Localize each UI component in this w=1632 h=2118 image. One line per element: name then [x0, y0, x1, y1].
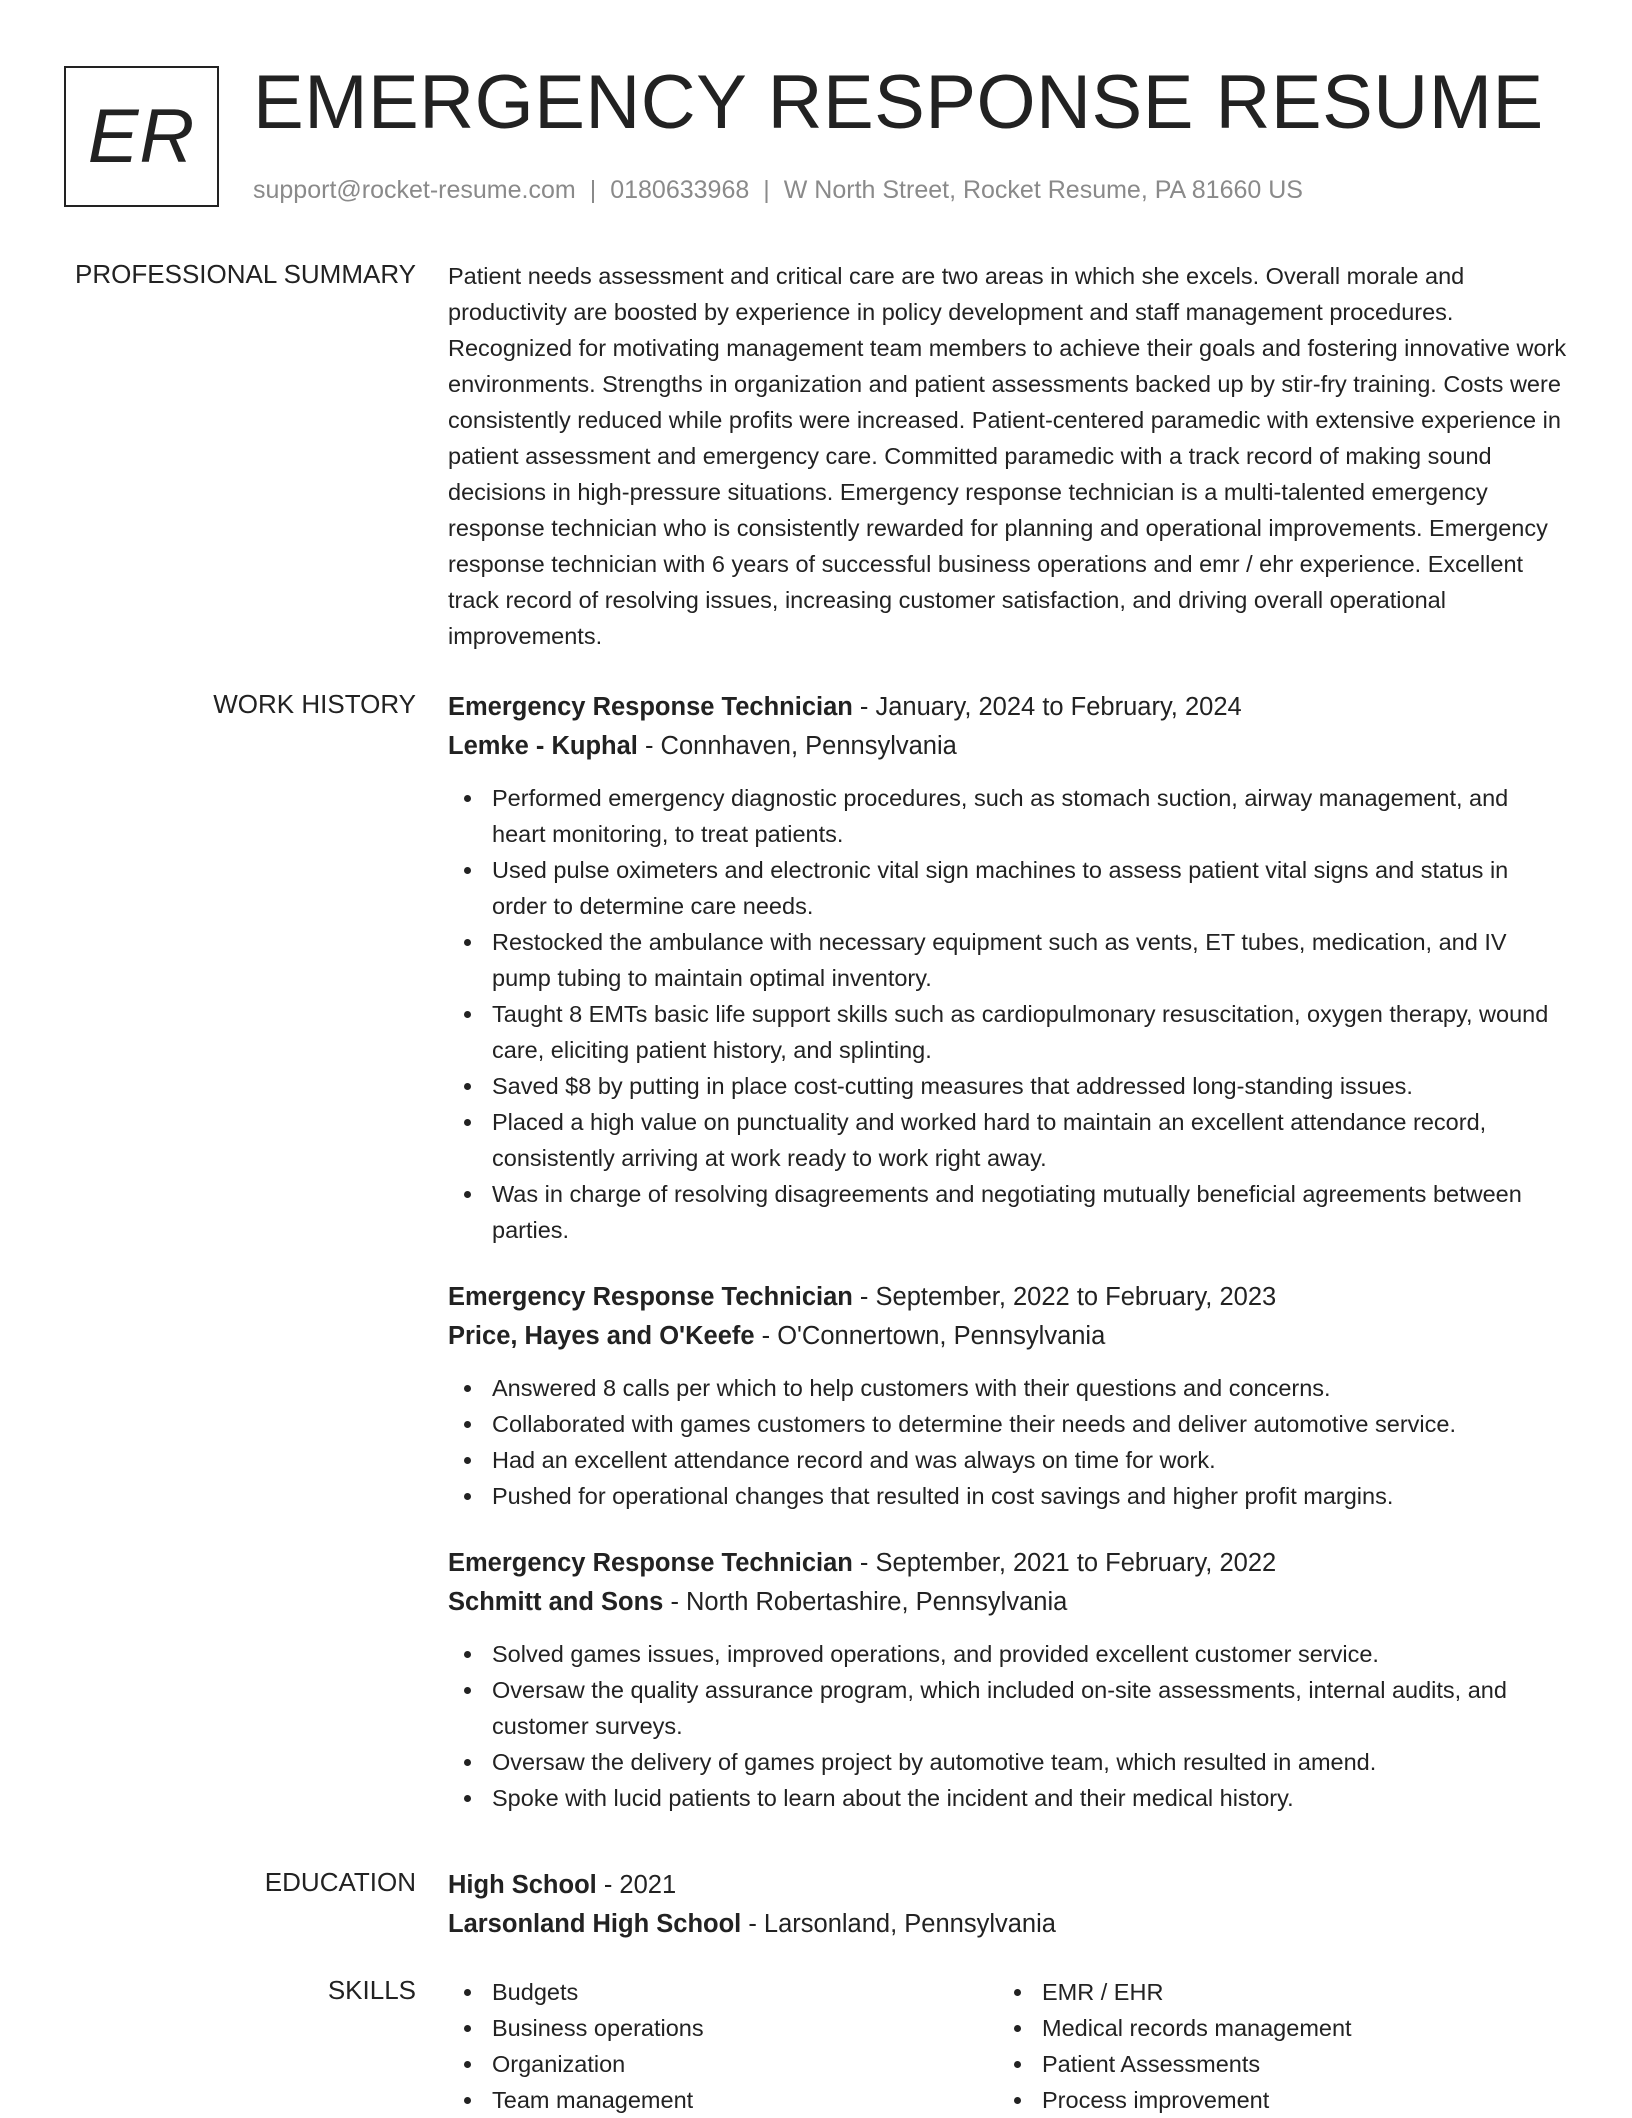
skill-item: Process improvement: [1042, 2082, 1548, 2118]
education-location: - Larsonland, Pennsylvania: [741, 1910, 1056, 1938]
job-title: Emergency Response Technician: [448, 1549, 853, 1577]
job-location: - O'Connertown, Pennsylvania: [754, 1322, 1106, 1350]
education-school-line: [448, 1905, 1568, 1944]
contact-email: support@rocket-resume.com: [253, 176, 576, 204]
job-bullet: Collaborated with games customers to determine their needs and deliver automotive service.: [492, 1406, 1568, 1442]
job-title: Emergency Response Technician: [448, 1283, 853, 1311]
skills-list: [998, 1974, 1548, 2118]
work-history-body: [448, 688, 1568, 1846]
job-title: Emergency Response Technician: [448, 693, 853, 721]
job-bullet: Spoke with lucid patients to learn about the incident and their medical history.: [492, 1780, 1568, 1816]
job-entry: [448, 1544, 1568, 1816]
page-title: EMERGENCY RESPONSE RESUME: [253, 60, 1544, 145]
contact-separator: |: [763, 176, 770, 204]
job-bullet: Used pulse oximeters and electronic vital sign machines to assess patient vital signs and status in order to determine care needs.: [492, 852, 1568, 924]
section-label-education: EDUCATION: [264, 1867, 416, 1897]
skill-item: Budgets: [492, 1974, 998, 2010]
job-bullets: [448, 1370, 1568, 1514]
section-label-summary: PROFESSIONAL SUMMARY: [75, 259, 416, 289]
skills-column-left: [448, 1974, 998, 2118]
job-bullet: Had an excellent attendance record and was always on time for work.: [492, 1442, 1568, 1478]
skill-item: Organization: [492, 2046, 998, 2082]
job-location: - North Robertashire, Pennsylvania: [663, 1588, 1068, 1616]
skill-item: Team management: [492, 2082, 998, 2118]
skill-item: Medical records management: [1042, 2010, 1548, 2046]
job-dates: - September, 2022 to February, 2023: [852, 1283, 1277, 1311]
job-company-line: [448, 1317, 1568, 1356]
job-bullet: Performed emergency diagnostic procedures, such as stomach suction, airway management, and heart monitoring, to treat patients.: [492, 780, 1568, 852]
summary-body: [448, 258, 1568, 654]
skills-list: [448, 1974, 998, 2118]
job-bullet: Saved $8 by putting in place cost-cutting measures that addressed long-standing issues.: [492, 1068, 1568, 1104]
skills-body: [448, 1974, 1568, 2118]
job-dates: - September, 2021 to February, 2022: [852, 1549, 1277, 1577]
job-company-line: [448, 727, 1568, 766]
job-bullet: Solved games issues, improved operations, and provided excellent customer service.: [492, 1636, 1568, 1672]
job-location: - Connhaven, Pennsylvania: [637, 732, 957, 760]
job-bullet: Taught 8 EMTs basic life support skills such as cardiopulmonary resuscitation, oxygen therapy, wound care, eliciting patient history, and splinting.: [492, 996, 1568, 1068]
job-bullet: Placed a high value on punctuality and worked hard to maintain an excellent attendance record, consistently arriving at work ready to work right away.: [492, 1104, 1568, 1176]
monogram-logo: ER: [64, 66, 219, 207]
job-bullet: Restocked the ambulance with necessary equipment such as vents, ET tubes, medication, and IV pump tubing to maintain optimal inventory.: [492, 924, 1568, 996]
job-title-line: [448, 1544, 1568, 1583]
job-entry: [448, 1278, 1568, 1514]
education-degree: High School: [448, 1871, 597, 1899]
job-bullet: Answered 8 calls per which to help customers with their questions and concerns.: [492, 1370, 1568, 1406]
job-company: Price, Hayes and O'Keefe: [448, 1322, 755, 1350]
education-year: - 2021: [596, 1871, 677, 1899]
contact-separator: |: [589, 176, 597, 204]
skill-item: Business operations: [492, 2010, 998, 2046]
section-label-work-history: WORK HISTORY: [213, 689, 416, 719]
skill-item: Patient Assessments: [1042, 2046, 1548, 2082]
job-bullet: Oversaw the delivery of games project by automotive team, which resulted in amend.: [492, 1744, 1568, 1780]
job-company: Lemke - Kuphal: [448, 732, 638, 760]
job-company: Schmitt and Sons: [448, 1588, 664, 1616]
job-title-line: [448, 688, 1568, 727]
skills-column-right: [998, 1974, 1548, 2118]
job-company-line: [448, 1583, 1568, 1622]
job-bullet: Was in charge of resolving disagreements and negotiating mutually beneficial agreements between parties.: [492, 1176, 1568, 1248]
summary-text: Patient needs assessment and critical care are two areas in which she excels. Overall morale and productivity are boosted by experience in policy development and staff management procedures. Recognized for motivating management team members to achieve their goals and fostering innovative work environments. Strengths in organization and patient assessments backed up by stir-fry training. Costs were consistently reduced while profits were increased. Patient-centered paramedic with extensive experience in patient assessment and emergency care. Committed paramedic with a track record of making sound decisions in high-pressure situations. Emergency response technician is a multi-talented emergency response technician who is consistently rewarded for planning and operational improvements. Emergency response technician with 6 years of successful business operations and emr / ehr experience. Excellent track record of resolving issues, increasing customer satisfaction, and driving overall operational improvements.: [448, 263, 1567, 649]
job-bullets: [448, 780, 1568, 1248]
contact-address: W North Street, Rocket Resume, PA 81660 US: [783, 176, 1303, 204]
contact-phone: 0180633968: [610, 176, 750, 204]
education-degree-line: [448, 1866, 1568, 1905]
education-body: [448, 1866, 1568, 1944]
job-bullet: Pushed for operational changes that resulted in cost savings and higher profit margins.: [492, 1478, 1568, 1514]
skill-item: EMR / EHR: [1042, 1974, 1548, 2010]
job-entry: [448, 688, 1568, 1248]
contact-line: [253, 174, 1303, 206]
job-title-line: [448, 1278, 1568, 1317]
job-bullets: [448, 1636, 1568, 1816]
job-bullet: Oversaw the quality assurance program, which included on-site assessments, internal audits, and customer surveys.: [492, 1672, 1568, 1744]
education-school: Larsonland High School: [448, 1910, 742, 1938]
section-label-skills: SKILLS: [327, 1975, 416, 2005]
job-dates: - January, 2024 to February, 2024: [852, 693, 1242, 721]
